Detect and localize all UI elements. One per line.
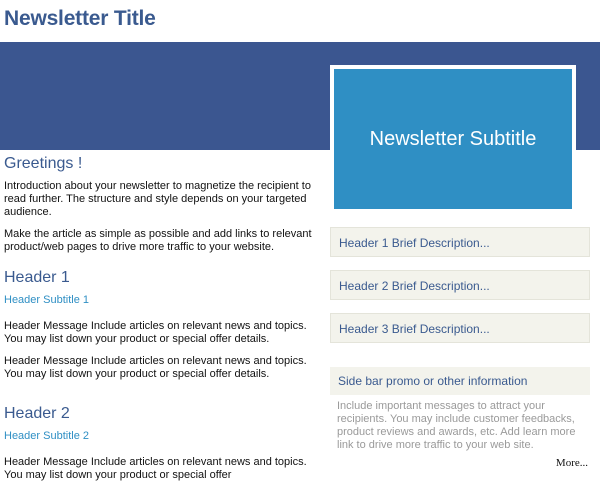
intro-paragraph: Make the article as simple as possible and add links to relevant product/web pages to drive more traffic to your website. bbox=[4, 228, 312, 253]
sidebar-item-header-2[interactable]: Header 2 Brief Description... bbox=[330, 270, 590, 300]
greeting-heading: Greetings ! bbox=[4, 155, 83, 172]
section-message: Header Message Include articles on relevant news and topics. You may list down your product or special offer details. bbox=[4, 355, 307, 380]
section-subtitle-link-1[interactable]: Header Subtitle 1 bbox=[4, 294, 89, 306]
newsletter-title: Newsletter Title bbox=[4, 7, 156, 30]
main-content bbox=[4, 150, 312, 491]
section-subtitle-link-2[interactable]: Header Subtitle 2 bbox=[4, 430, 89, 442]
newsletter-subtitle: Newsletter Subtitle bbox=[334, 69, 572, 209]
section-message: Header Message Include articles on relevant news and topics. You may list down your product or special offer details. bbox=[4, 320, 307, 345]
intro-paragraph: Introduction about your newsletter to magnetize the recipient to read further. The structure and style depends on your targeted audience. bbox=[4, 180, 311, 218]
section-message: Header Message Include articles on relevant news and topics. You may list down your product or special offer bbox=[4, 456, 307, 481]
sidebar-item-header-3[interactable]: Header 3 Brief Description... bbox=[330, 313, 590, 343]
section-header-2: Header 2 bbox=[4, 405, 70, 422]
more-link[interactable]: More... bbox=[555, 457, 588, 469]
sidebar-item-header-1[interactable]: Header 1 Brief Description... bbox=[330, 227, 590, 257]
section-header-1: Header 1 bbox=[4, 269, 70, 286]
sidebar-promo-text: Include important messages to attract your recipients. You may include customer feedbacks, product reviews and awards, etc. Add learn more link to drive more traffic to your web site. bbox=[337, 400, 576, 451]
sidebar-promo-title: Side bar promo or other information bbox=[330, 367, 590, 395]
